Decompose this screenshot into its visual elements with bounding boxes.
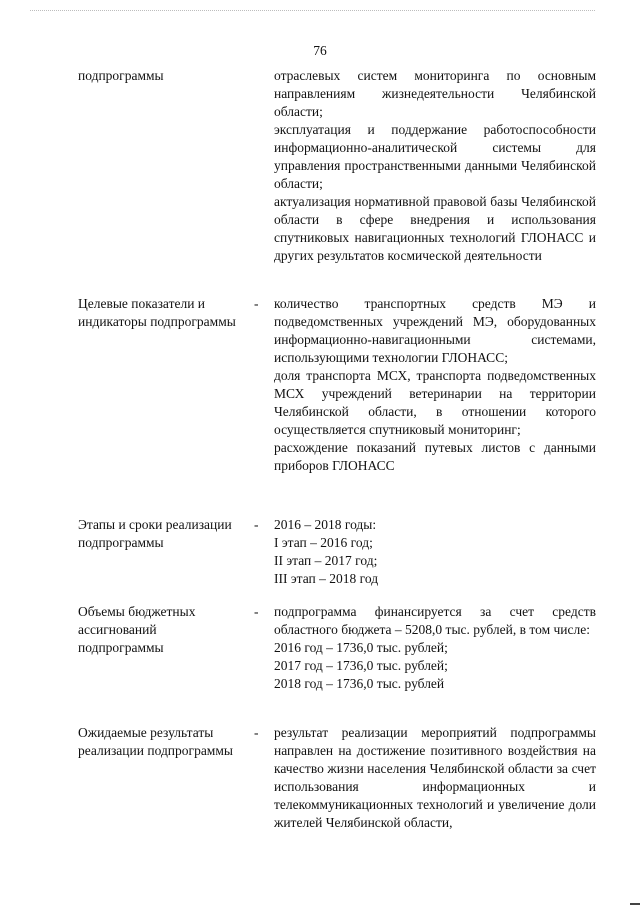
row-content (274, 67, 596, 265)
content-paragraph: результат реализации мероприятий подпрограммы направлен на достижение позитивного воздействия на качество жизни населения Челябинской области за счет использования информационных и телекоммуникационных технологий и увеличение доли жителей Челябинской области, (274, 725, 596, 830)
row-dash: - (254, 296, 259, 311)
content-paragraph: количество транспортных средств МЭ и подведомственных учреждений МЭ, оборудованных информационно-навигационными системами, использующими технологии ГЛОНАСС; (274, 296, 596, 365)
content-paragraph: 2018 год – 1736,0 тыс. рублей (274, 676, 445, 691)
row-dash: - (254, 725, 259, 740)
row-label: Ожидаемые результаты реализации подпрограммы (78, 725, 233, 758)
content-paragraph: 2017 год – 1736,0 тыс. рублей; (274, 658, 448, 673)
content-paragraph: актуализация нормативной правовой базы Челябинской области в сфере внедрения и использования спутниковых навигационных технологий ГЛОНАСС и других результатов космической деятельности (274, 194, 596, 263)
row-label: Этапы и сроки реализации подпрограммы (78, 517, 232, 550)
content-paragraph: 2016 – 2018 годы: (274, 517, 377, 532)
row-content (274, 603, 596, 693)
content-paragraph: 2016 год – 1736,0 тыс. рублей; (274, 640, 448, 655)
row-dash: - (254, 517, 259, 532)
content-paragraph: эксплуатация и поддержание работоспособности информационно-аналитической системы для управления пространственными данными Челябинской области; (274, 122, 596, 191)
row-content (274, 724, 596, 832)
row-dash: - (254, 604, 259, 619)
scan-artifact-line (30, 10, 595, 12)
content-paragraph: расхождение показаний путевых листов с данными приборов ГЛОНАСС (274, 440, 596, 473)
page-number: 76 (313, 43, 327, 58)
content-paragraph: II этап – 2017 год; (274, 553, 378, 568)
content-paragraph: подпрограмма финансируется за счет средств областного бюджета – 5208,0 тыс. рублей, в том числе: (274, 604, 596, 637)
content-paragraph: отраслевых систем мониторинга по основным направлениям жизнедеятельности Челябинской области; (274, 68, 596, 119)
row-content (274, 516, 596, 588)
row-label: Объемы бюджетных ассигнований подпрограммы (78, 604, 196, 655)
content-paragraph: III этап – 2018 год (274, 571, 379, 586)
row-content (274, 295, 596, 475)
content-paragraph: доля транспорта МСХ, транспорта подведомственных МСХ учреждений ветеринарии на территории Челябинской области, в отношении которого осуществляется спутниковый мониторинг; (274, 368, 596, 437)
row-label: Целевые показатели и индикаторы подпрограммы (78, 296, 236, 329)
row-label: подпрограммы (78, 68, 164, 83)
content-paragraph: I этап – 2016 год; (274, 535, 373, 550)
